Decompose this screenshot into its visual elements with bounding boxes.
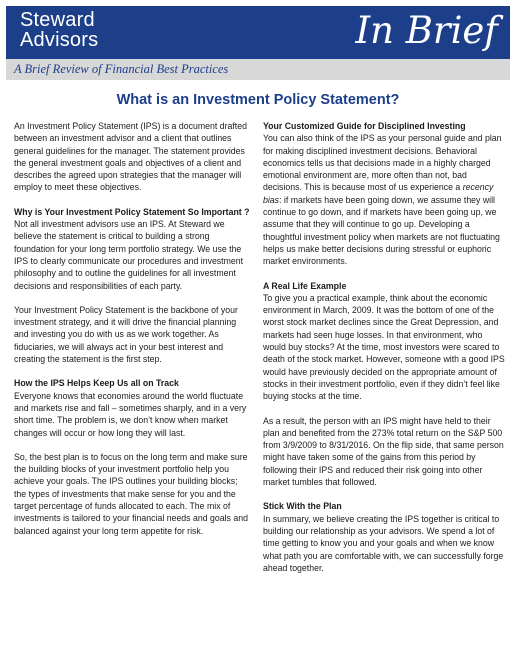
section-heading-example: A Real Life Example bbox=[263, 280, 347, 291]
header-banner bbox=[6, 6, 510, 59]
newsletter-title: In Brief bbox=[355, 9, 498, 52]
section-heading-importance: Why is Your Investment Policy Statement So Important ? bbox=[14, 206, 250, 217]
importance-paragraph-2: Your Investment Policy Statement is the backbone of your investment strategy, and it will drive the financial planning and investing you do with us as we work together. As fiduciaries, we will always act in your best interest and creating the statement is the first step. bbox=[14, 304, 238, 365]
tagline-bar bbox=[6, 59, 510, 80]
on-track-paragraph-1: Everyone knows that economies around the world fluctuate and markets rise and fall – sometimes sharply, and in a very short time. The problem is, we don’t know when market changes will occur or how long they will last. bbox=[14, 390, 247, 438]
logo-line-2: Advisors bbox=[20, 29, 99, 51]
article-title: What is an Investment Policy Statement? bbox=[116, 92, 400, 108]
plan-paragraph: In summary, we believe creating the IPS together is critical to building our relationship as your advisors. We spend a lot of time getting to know you and your goals and when we know what path you are comfortable with, we can successfully forge ahead together. bbox=[263, 513, 504, 573]
left-column bbox=[14, 120, 252, 549]
steward-advisors-logo bbox=[20, 10, 98, 50]
tagline: A Brief Review of Financial Best Practices bbox=[14, 62, 229, 76]
guide-paragraph bbox=[263, 132, 507, 267]
example-paragraph-1: To give you a practical example, think about the economic environment in March, 2009. It was the bottom of one of the worst stock market declines since the Great Depression, and markets had seen huge losses. In that environment, who would buy stocks? At the time, most investors were scared to death of the stock market. However, someone with a good IPS would have previously decided on the appropriate amount of stocks in their investment portfolio, even if they didn’t feel like buying stocks at the time. bbox=[263, 292, 505, 402]
on-track-paragraph-2: So, the best plan is to focus on the long term and make sure the building blocks of your investment portfolio help you achieve your goals. The IPS outlines your building blocks; the types of investments that make sense for you and the target percentage of funds allocated to each. The mix of investments is tailored to your financial needs and goals and balanced against your long term appetite for risk. bbox=[14, 451, 248, 536]
section-heading-on-track: How the IPS Helps Keep Us all on Track bbox=[14, 378, 179, 389]
section-heading-guide: Your Customized Guide for Disciplined Investing bbox=[263, 121, 466, 131]
recency-bias-term: recency bias bbox=[263, 182, 494, 205]
logo-line-1: Steward bbox=[20, 9, 95, 31]
importance-paragraph-1: Not all investment advisors use an IPS. At Steward we believe the statement is critical to building a strong foundation for your long term portfolio strategy. We use the IPS to clearly communicate our procedures and investment philosophy and to outline the guidelines for all investment decisions and responsibilities of each party. bbox=[14, 219, 244, 291]
example-paragraph-2: As a result, the person with an IPS might have held to their plan and benefited from the 273% total return on the S&P 500 from 3/9/2009 to 8/31/2016. On the flip side, that same person might have taken some of the gains from this period by following their IPS and reduced their risk going into other market tumbles that followed. bbox=[263, 415, 504, 488]
section-heading-plan: Stick With the Plan bbox=[263, 501, 342, 512]
right-column bbox=[263, 120, 507, 586]
intro-paragraph: An Investment Policy Statement (IPS) is a document drafted between an investment advisor and a client that outlines general guidelines for the manager. The statement provides the general investment goals and objectives of a client and describes the agreed upon strategies that the manager will employ to meet these objectives. bbox=[14, 121, 247, 193]
guide-text-after: : if markets have been going down, we assume they will continue to go down, and if markets have been going up, we assume that they will continue to go up. Developing a thoughtful investment policy when markets are not fluctuating helps us make better decisions during stressful or euphoric market environments. bbox=[263, 194, 500, 267]
guide-text-before: You can also think of the IPS as your personal guide and plan for making disciplined investment decisions. Behavioral economics tells us that decisions made in a highly charged emotional environment are, more often than not, bad decisions. This is because most of us experience a bbox=[263, 133, 502, 193]
